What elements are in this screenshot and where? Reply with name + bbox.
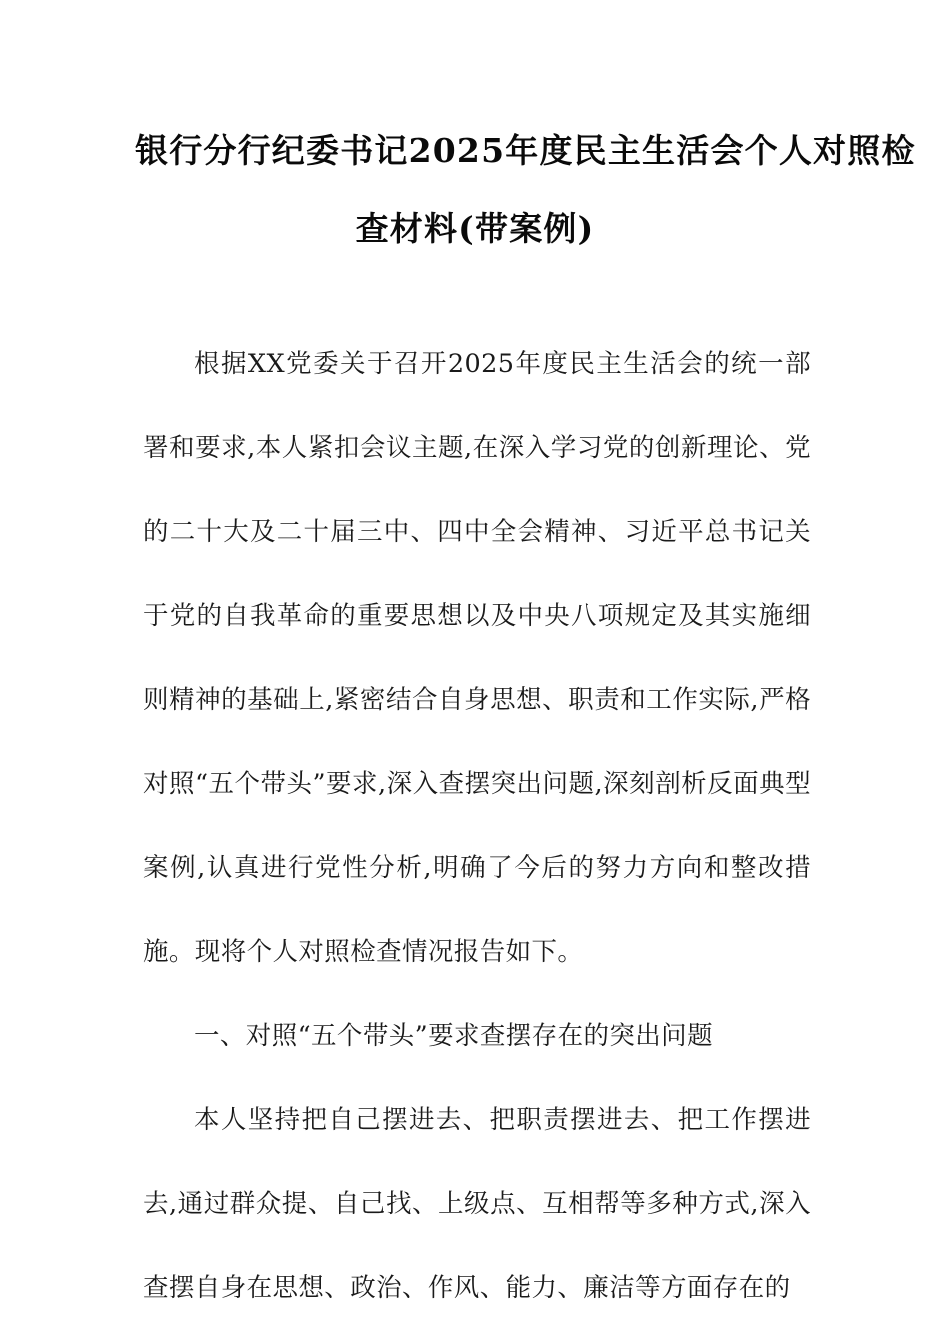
section-heading-one: 一、对照“五个带头”要求查摆存在的突出问题 bbox=[194, 1021, 713, 1051]
document-body bbox=[143, 322, 811, 1330]
document-title-line-2: 查材料(带案例) bbox=[355, 209, 595, 248]
paragraph-intro: 根据XX党委关于召开2025年度民主生活会的统一部署和要求,本人紧扣会议主题,在深入学习党的创新理论、党的二十大及二十届三中、四中全会精神、习近平总书记关于党的自我革命的重要思想以及中央八项规定及其实施细则精神的基础上,紧密结合自身思想、职责和工作实际,严格对照“五个带头”要求,深入查摆突出问题,深刻剖析反面典型案例,认真进行党性分析,明确了今后的努力方向和整改措施。现将个人对照检查情况报告如下。 bbox=[143, 349, 811, 967]
paragraph-section-one-body: 本人坚持把自己摆进去、把职责摆进去、把工作摆进去,通过群众提、自己找、上级点、互相帮等多种方式,深入查摆自身在思想、政治、作风、能力、廉洁等方面存在的 bbox=[143, 1105, 811, 1303]
document-title bbox=[0, 112, 950, 268]
document-title-line-1: 银行分行纪委书记2025年度民主生活会个人对照检 bbox=[135, 131, 916, 170]
